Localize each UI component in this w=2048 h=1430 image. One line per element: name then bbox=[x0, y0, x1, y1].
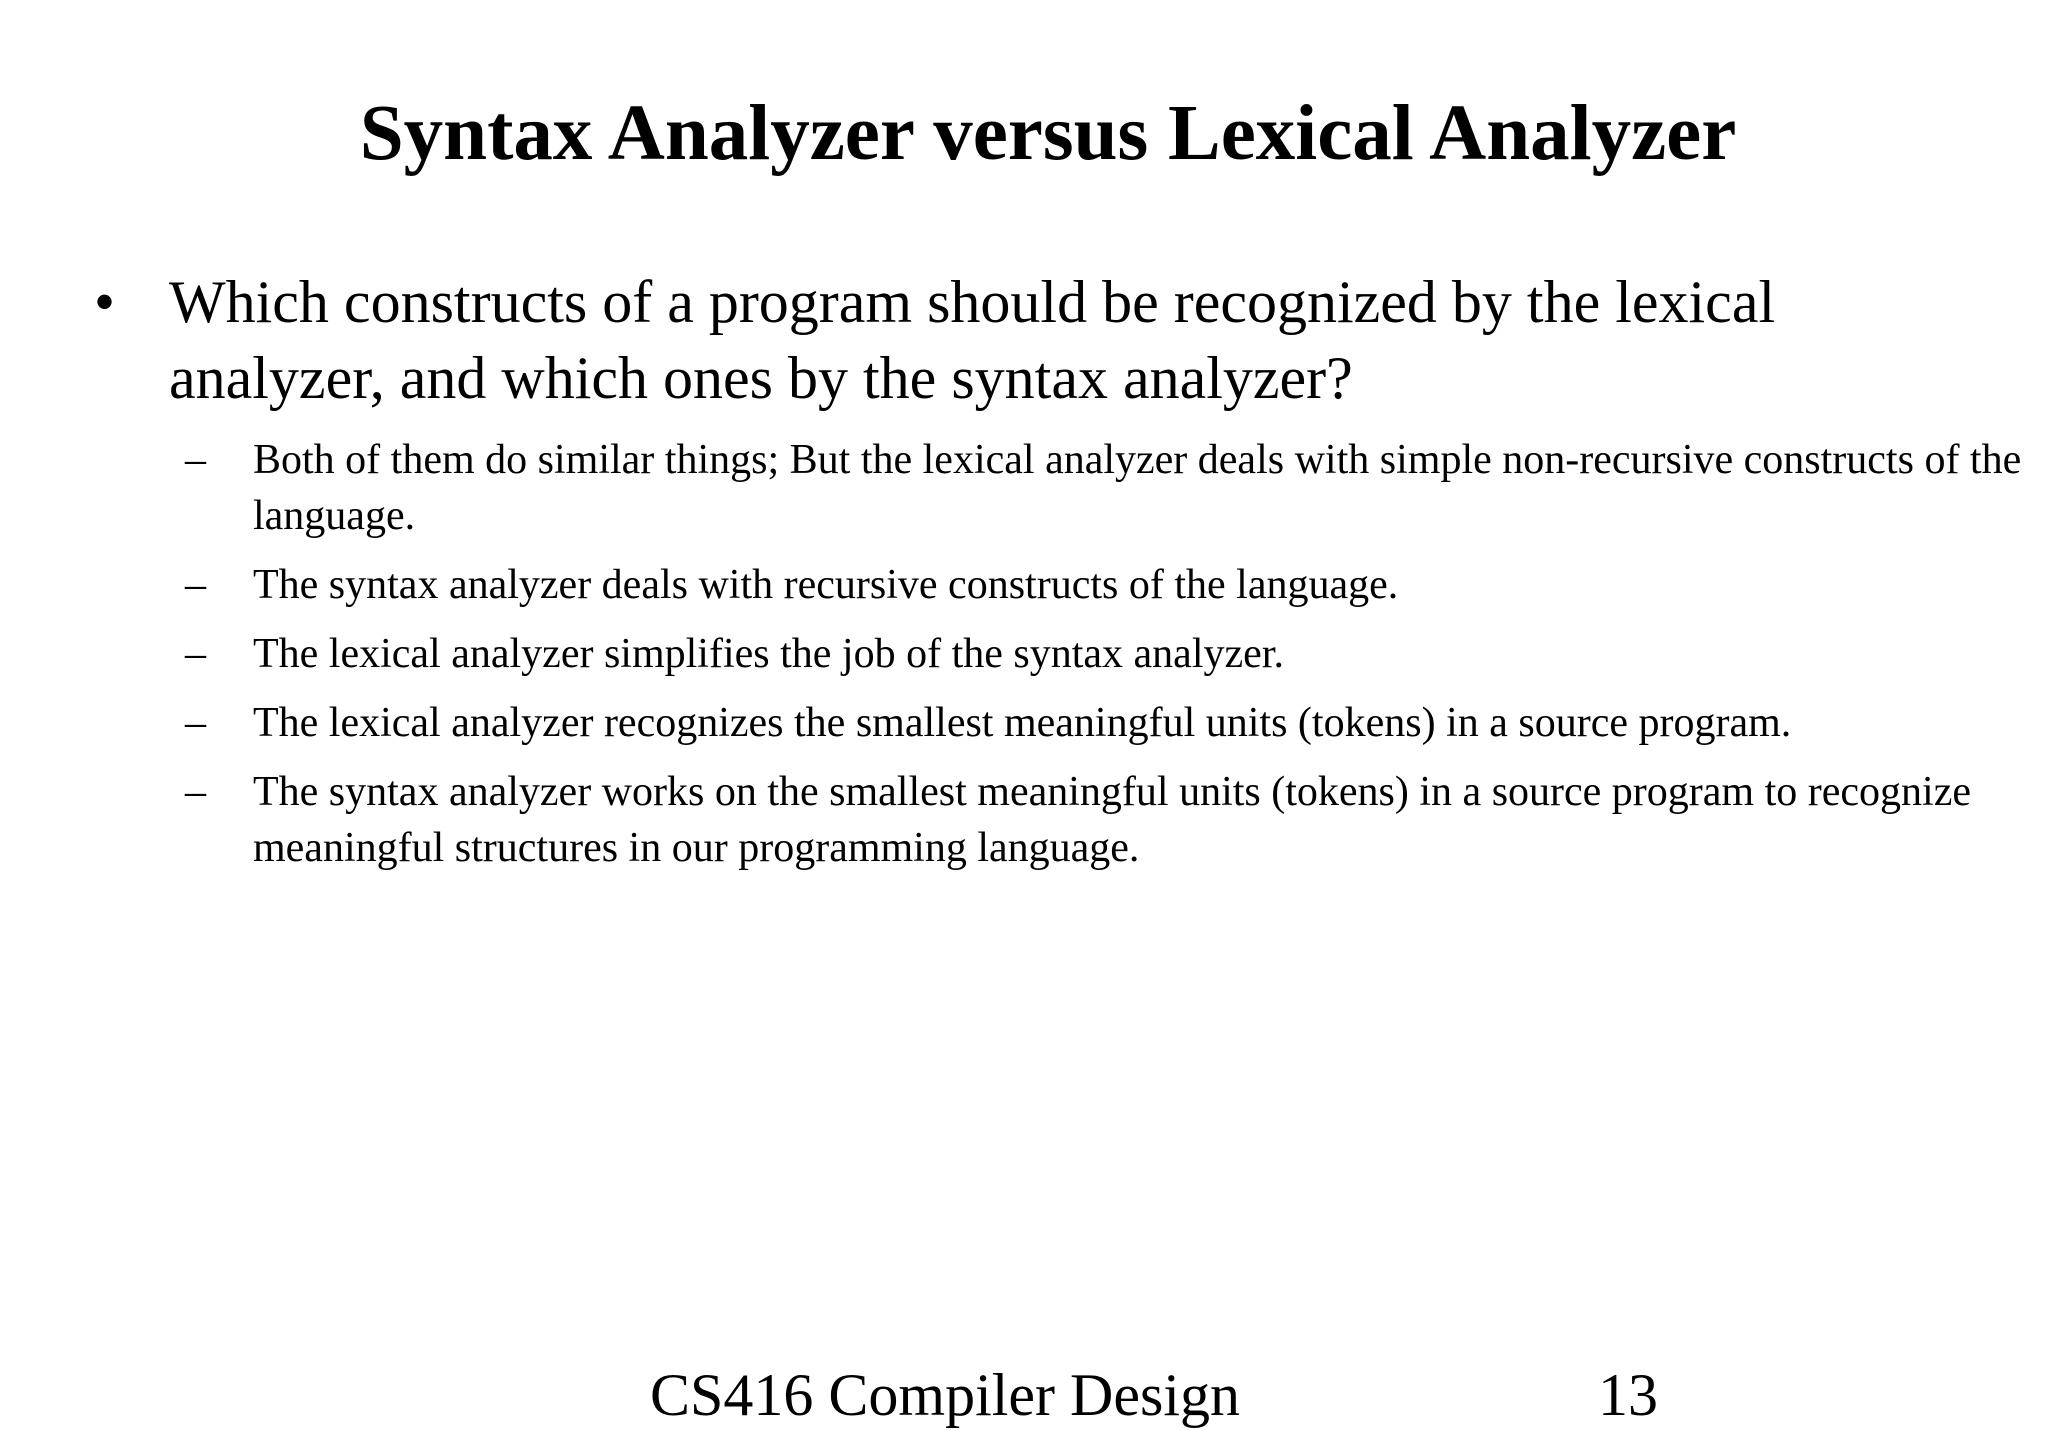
dash-marker: – bbox=[185, 437, 206, 483]
sub-bullet-list bbox=[185, 432, 2035, 889]
footer-course-name: CS416 Compiler Design bbox=[650, 1362, 1241, 1428]
dash-marker: – bbox=[185, 769, 206, 815]
bullet-marker: • bbox=[94, 269, 116, 335]
sub-bullet-text: Both of them do similar things; But the lexical analyzer deals with simple non-recursive constructs of the language. bbox=[253, 437, 2022, 539]
sub-bullet-item bbox=[185, 695, 2035, 751]
sub-bullet-text: The lexical analyzer recognizes the smallest meaningful units (tokens) in a source program. bbox=[253, 700, 1792, 746]
dash-marker: – bbox=[185, 700, 206, 746]
sub-bullet-item bbox=[185, 557, 2035, 613]
slide-title: Syntax Analyzer versus Lexical Analyzer bbox=[359, 90, 1737, 177]
footer-page-number: 13 bbox=[1598, 1362, 1658, 1428]
sub-bullet-item bbox=[185, 432, 2035, 544]
sub-bullet-text: The lexical analyzer simplifies the job of the syntax analyzer. bbox=[253, 631, 1284, 677]
sub-bullet-item bbox=[185, 626, 2035, 682]
sub-bullet-item bbox=[185, 764, 2035, 876]
sub-bullet-text: The syntax analyzer deals with recursive constructs of the language. bbox=[253, 562, 1399, 608]
dash-marker: – bbox=[185, 631, 206, 677]
sub-bullet-text: The syntax analyzer works on the smallest meaningful units (tokens) in a source program to recognize meaningful structures in our programming language. bbox=[253, 769, 1971, 871]
main-bullet-text: Which constructs of a program should be recognized by the lexical analyzer, and which ones by the syntax analyzer? bbox=[169, 269, 1776, 411]
dash-marker: – bbox=[185, 562, 206, 608]
